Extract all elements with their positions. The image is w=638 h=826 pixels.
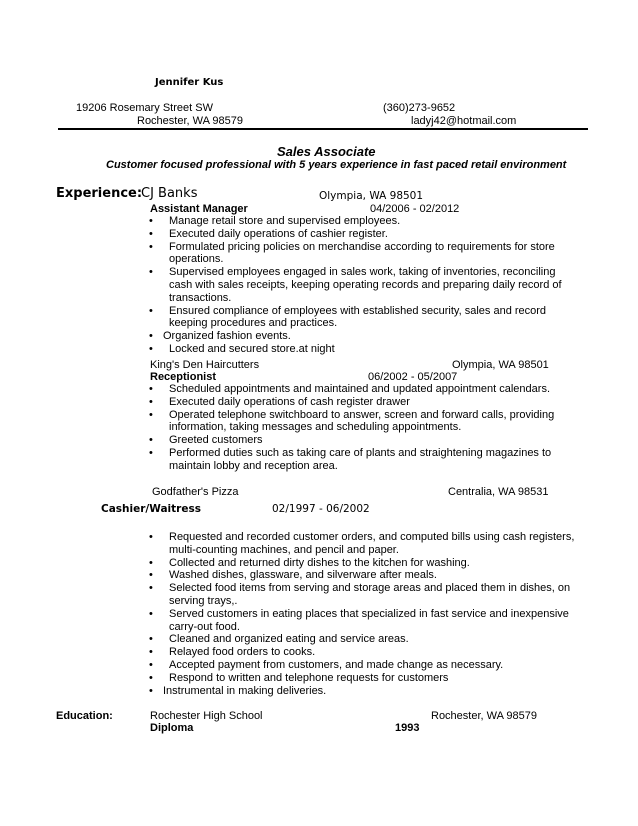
job-1-company: CJ Banks xyxy=(141,186,198,201)
job-2-dates: 06/2002 - 05/2007 xyxy=(368,371,458,383)
list-item: • Served customers in eating places that specialized in fast service and inexpensive carry-out food. xyxy=(149,607,569,633)
job-3-dates: 02/1997 - 06/2002 xyxy=(272,503,370,515)
list-item: • Operated telephone switchboard to answer, screen and forward calls, providing information, taking messages and scheduling appointments. xyxy=(149,408,555,434)
bullet-icon: • xyxy=(149,646,153,659)
job-1-dates: 04/2006 - 02/2012 xyxy=(370,203,460,215)
list-item: • Accepted payment from customers, and made change as necessary. xyxy=(149,658,504,671)
address-city: Rochester, WA 98579 xyxy=(137,115,243,127)
bullet-icon: • xyxy=(149,684,153,697)
bullet-icon: • xyxy=(149,266,153,279)
job-2-duties xyxy=(149,383,579,473)
resume-name: Jennifer Kus xyxy=(155,77,224,88)
bullet-icon: • xyxy=(149,227,153,240)
bullet-icon: • xyxy=(149,304,153,317)
experience-heading xyxy=(56,186,142,201)
list-item: • Cleaned and organized eating and service areas. xyxy=(149,633,409,646)
list-item: • Manage retail store and supervised employees. xyxy=(149,215,401,227)
job-1-duties xyxy=(149,215,579,356)
list-item: • Formulated pricing policies on merchandise according to requirements for store operations. xyxy=(149,240,555,266)
education-label: Education: xyxy=(56,710,113,722)
objective-title: Sales Associate xyxy=(277,144,376,159)
job-2-company: King's Den Haircutters xyxy=(150,359,260,371)
education-location: Rochester, WA 98579 xyxy=(431,710,537,722)
bullet-icon: • xyxy=(149,633,153,646)
list-item: • Relayed food orders to cooks. xyxy=(149,646,316,659)
job-3-duties xyxy=(149,531,579,697)
bullet-icon: • xyxy=(149,215,153,227)
bullet-icon: • xyxy=(149,582,153,595)
bullet-icon: • xyxy=(149,658,153,671)
education-school: Rochester High School xyxy=(150,710,263,722)
list-item: • Ensured compliance of employees with established security, sales and record keeping procedures and practices. xyxy=(149,304,547,330)
objective-subtitle: Customer focused professional with 5 years experience in fast paced retail environment xyxy=(106,159,567,171)
list-item: • Executed daily operations of cash register drawer xyxy=(149,395,410,408)
list-item: • Greeted customers xyxy=(149,434,263,447)
bullet-icon: • xyxy=(149,446,153,459)
email-address: ladyj42@hotmail.com xyxy=(411,115,517,127)
job-1-title: Assistant Manager xyxy=(150,203,248,215)
education-year: 1993 xyxy=(395,722,420,734)
header-divider xyxy=(58,128,588,130)
bullet-icon: • xyxy=(149,434,153,447)
list-item: • Washed dishes, glassware, and silverware after meals. xyxy=(149,569,437,582)
list-item: • Requested and recorded customer orders, and computed bills using cash registers, multi-counting machines, and pencil and paper. xyxy=(149,531,575,556)
bullet-icon: • xyxy=(149,342,153,355)
phone-number: (360)273-9652 xyxy=(383,102,456,114)
bullet-icon: • xyxy=(149,556,153,569)
list-item: • Locked and secured store.at night xyxy=(149,342,335,355)
education-degree: Diploma xyxy=(150,722,194,734)
bullet-icon: • xyxy=(149,569,153,582)
bullet-icon: • xyxy=(149,607,153,620)
list-item: • Performed duties such as taking care of plants and straightening magazines to maintain lobby and reception area. xyxy=(149,446,552,472)
bullet-icon: • xyxy=(149,408,153,421)
bullet-icon: • xyxy=(149,531,153,543)
job-2-title: Receptionist xyxy=(150,371,217,383)
list-item: • Selected food items from serving and storage areas and placed them in dishes, on serving trays,. xyxy=(149,582,571,607)
bullet-icon: • xyxy=(149,330,153,343)
job-3-location: Centralia, WA 98531 xyxy=(448,486,549,498)
experience-label: Experience xyxy=(56,186,137,201)
bullet-icon: • xyxy=(149,671,153,684)
bullet-icon: • xyxy=(149,240,153,253)
list-item: • Organized fashion events. xyxy=(149,330,291,343)
job-1-location: Olympia, WA 98501 xyxy=(319,190,424,202)
list-item: • Executed daily operations of cashier register. xyxy=(149,227,388,240)
job-2-location: Olympia, WA 98501 xyxy=(452,359,549,371)
experience-colon: : xyxy=(136,186,143,201)
list-item: • Supervised employees engaged in sales work, taking of inventories, reconciling cash with sales receipts, keeping operating records and preparing daily record of transactions. xyxy=(149,266,562,304)
address-street: 19206 Rosemary Street SW xyxy=(76,102,213,114)
bullet-icon: • xyxy=(149,395,153,408)
list-item: • Collected and returned dirty dishes to the kitchen for washing. xyxy=(149,556,470,569)
list-item: • Instrumental in making deliveries. xyxy=(149,684,327,697)
bullet-icon: • xyxy=(149,383,153,395)
list-item: • Respond to written and telephone requests for customers xyxy=(149,671,449,684)
job-3-title: Cashier/Waitress xyxy=(101,503,201,515)
job-3-company: Godfather's Pizza xyxy=(152,486,239,498)
list-item: • Scheduled appointments and maintained and updated appointment calendars. xyxy=(149,383,550,395)
